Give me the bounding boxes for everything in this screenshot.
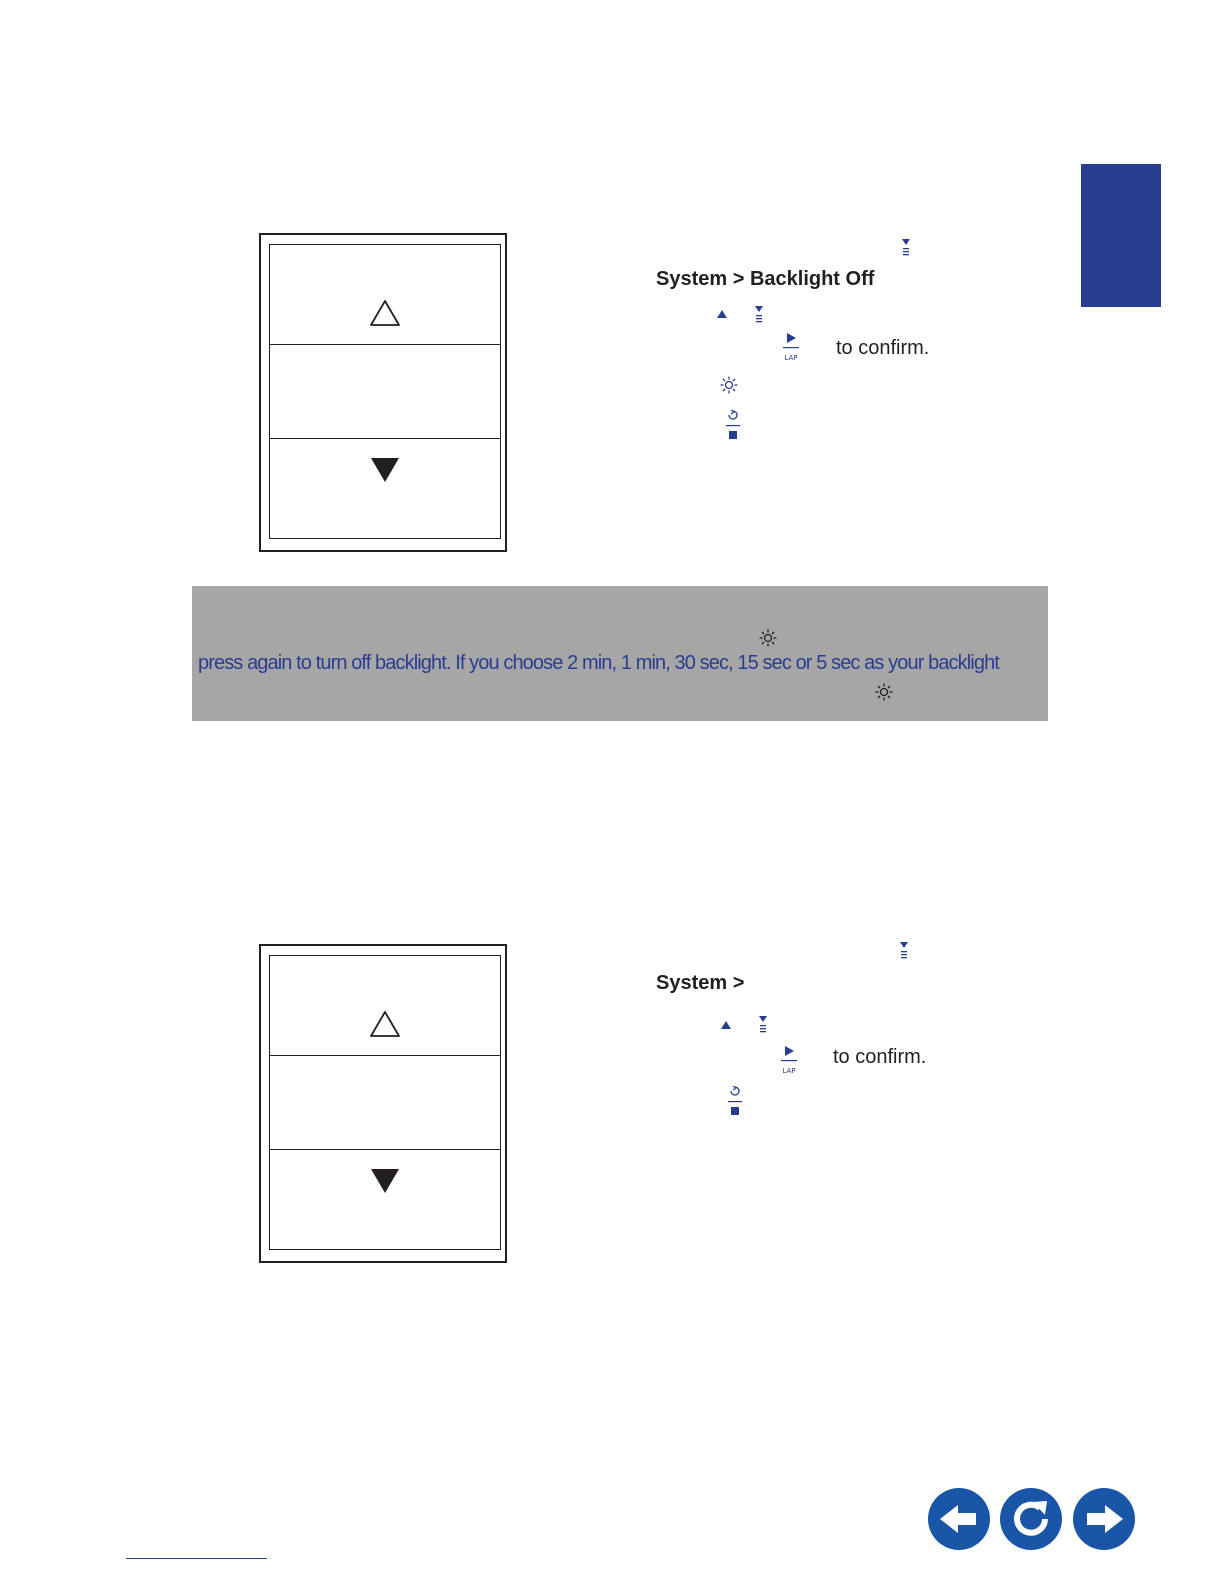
device-screen [269, 344, 501, 440]
menu-path-system: System > [656, 972, 745, 994]
refresh-icon [1000, 1488, 1062, 1550]
confirm-text: to confirm. [833, 1046, 927, 1068]
device-screen [269, 1055, 501, 1151]
menu-down-icon [900, 238, 912, 258]
arrow-right-icon [1073, 1488, 1135, 1550]
sun-icon [720, 376, 738, 394]
play-lap-icon [779, 1045, 799, 1077]
menu-down-icon [753, 305, 765, 325]
device-top-button [269, 244, 501, 346]
refresh-button[interactable] [1000, 1488, 1062, 1550]
device-top-button [269, 955, 501, 1057]
down-triangle-filled-icon [370, 457, 400, 483]
chapter-side-tab [1081, 164, 1161, 307]
note-box [192, 586, 1048, 721]
back-stop-icon [726, 1086, 744, 1118]
up-arrow-icon [716, 309, 728, 319]
sun-icon [875, 683, 893, 701]
up-arrow-icon [720, 1020, 732, 1030]
device-bottom-button [269, 1149, 501, 1250]
menu-down-icon [898, 941, 910, 961]
device-illustration-backlight [259, 233, 507, 552]
confirm-text: to confirm. [836, 337, 930, 359]
play-lap-icon [781, 332, 801, 364]
back-stop-icon [724, 410, 742, 442]
device-illustration-system [259, 944, 507, 1263]
up-triangle-outline-icon [369, 1010, 401, 1038]
svg-text:LAP: LAP [782, 1067, 796, 1075]
footer-link-underline [126, 1558, 267, 1559]
device-bottom-button [269, 438, 501, 539]
arrow-left-icon [928, 1488, 990, 1550]
menu-path-backlight: System > Backlight Off [656, 268, 875, 290]
note-text: press again to turn off backlight. If you choose 2 min, 1 min, 30 sec, 15 sec or 5 sec as your backlight [198, 652, 999, 674]
up-triangle-outline-icon [369, 299, 401, 327]
svg-text:LAP: LAP [784, 354, 798, 362]
previous-page-button[interactable] [928, 1488, 990, 1550]
down-triangle-filled-icon [370, 1168, 400, 1194]
menu-down-icon [757, 1015, 769, 1035]
next-page-button[interactable] [1073, 1488, 1135, 1550]
sun-icon [759, 629, 777, 647]
